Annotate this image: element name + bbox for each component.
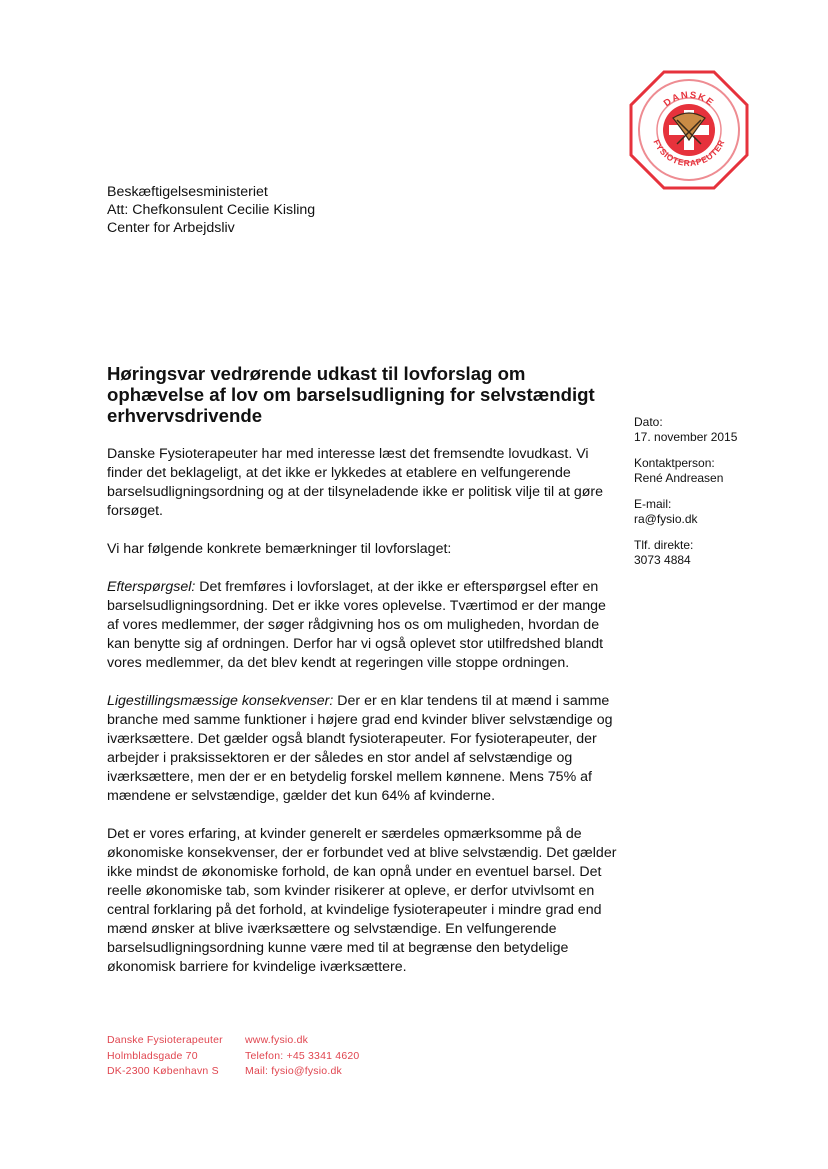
footer-phone: Telefon: +45 3341 4620 xyxy=(245,1049,360,1062)
meta-value: René Andreasen xyxy=(634,471,724,485)
meta-label: E-mail: xyxy=(634,497,672,511)
footer-web-link[interactable]: www.fysio.dk xyxy=(245,1034,309,1046)
footer-street: Holmbladsgade 70 xyxy=(107,1049,198,1062)
logo-octagon-icon xyxy=(629,70,749,190)
paragraph-lead: Ligestillingsmæssige konsekvenser: xyxy=(107,693,334,709)
body-paragraph: Danske Fysioterapeuter har med interesse læst det fremsendte lovudkast. Vi finder det beklageligt, at det ikke er lykkedes at etablere en velfungerende barselsudligningsordning og at der tilsyneladende ikke er politisk vilje til at gøre forsøget. xyxy=(107,446,604,519)
address-line: Beskæftigelsesministeriet xyxy=(107,184,268,200)
meta-email xyxy=(634,497,737,527)
letter-meta xyxy=(634,415,737,579)
meta-value: ra@fysio.dk xyxy=(634,512,698,526)
meta-phone xyxy=(634,538,737,568)
danske-fysioterapeuter-logo xyxy=(629,70,749,190)
meta-label: Tlf. direkte: xyxy=(634,538,694,552)
body-paragraph-demand xyxy=(107,578,619,673)
footer-address xyxy=(107,1033,223,1080)
body-paragraph: Vi har følgende konkrete bemærkninger til lovforslaget: xyxy=(107,541,452,557)
meta-date xyxy=(634,415,737,445)
footer-city: DK-2300 København S xyxy=(107,1065,219,1077)
meta-contact xyxy=(634,456,737,486)
letter-headline: Høringsvar vedrørende udkast til lovforslag om ophævelse af lov om barselsudligning for selvstændigt erhvervsdrivende xyxy=(107,363,595,426)
address-line: Center for Arbejdsliv xyxy=(107,220,235,236)
meta-label: Dato: xyxy=(634,415,663,429)
logo-text-top: DANSKE xyxy=(661,89,717,110)
paragraph-text: Det fremføres i lovforslaget, at der ikke er efterspørgsel efter en barselsudligningsordning. Det er ikke vores oplevelse. Tværtimod er der mange af vores medlemmer, der søger rådgivning hos os om muligheden, hvordan de kan benytte sig af ordningen. Derfor har vi også oplevet stor utilfredshed blandt vores medlemmer, da det blev kendt at regeringen ville stoppe ordningen. xyxy=(107,579,606,671)
address-line: Att: Chefkonsulent Cecilie Kisling xyxy=(107,202,316,218)
body-paragraph-equality xyxy=(107,692,619,806)
body-paragraph: Det er vores erfaring, at kvinder generelt er særdeles opmærksomme på de økonomiske konsekvenser, der er forbundet ved at blive selvstændig. Det gælder ikke mindst de økonomiske forhold, de kan opnå under en eventuel barsel. Det reelle økonomiske tab, som kvinder risikerer at opleve, er derfor utvivlsomt en central forklaring på det forhold, at kvindelige fysioterapeuter i mindre grad end mænd ønsker at blive iværksættere og selvstændige. En velfungerende barselsudligningsordning kunne være med til at begrænse den betydelige økonomisk barriere for kvindelige iværksættere. xyxy=(107,826,617,975)
meta-value: 3073 4884 xyxy=(634,553,691,567)
meta-label: Kontaktperson: xyxy=(634,456,715,470)
footer-mail-link[interactable]: Mail: fysio@fysio.dk xyxy=(245,1065,342,1077)
recipient-address xyxy=(107,183,315,237)
logo-text-bottom: FYSIOTERAPEUTER xyxy=(651,137,727,169)
footer-org: Danske Fysioterapeuter xyxy=(107,1034,223,1046)
meta-value: 17. november 2015 xyxy=(634,430,738,444)
paragraph-text: Der er en klar tendens til at mænd i samme branche med samme funktioner i højere grad end kvinder bliver selvstændige og iværksættere. Det gælder også blandt fysioterapeuter. For fysioterapeuter, der arbejder i praksissektoren er der således en stor andel af selvstændige og iværksættere, men der er en betydelig forskel mellem kønnene. Mens 75% af mændene er selvstændige, gælder det kun 64% af kvinderne. xyxy=(107,693,613,804)
footer-contact xyxy=(245,1033,359,1080)
paragraph-lead: Efterspørgsel: xyxy=(107,579,196,595)
letter-body xyxy=(107,445,619,995)
